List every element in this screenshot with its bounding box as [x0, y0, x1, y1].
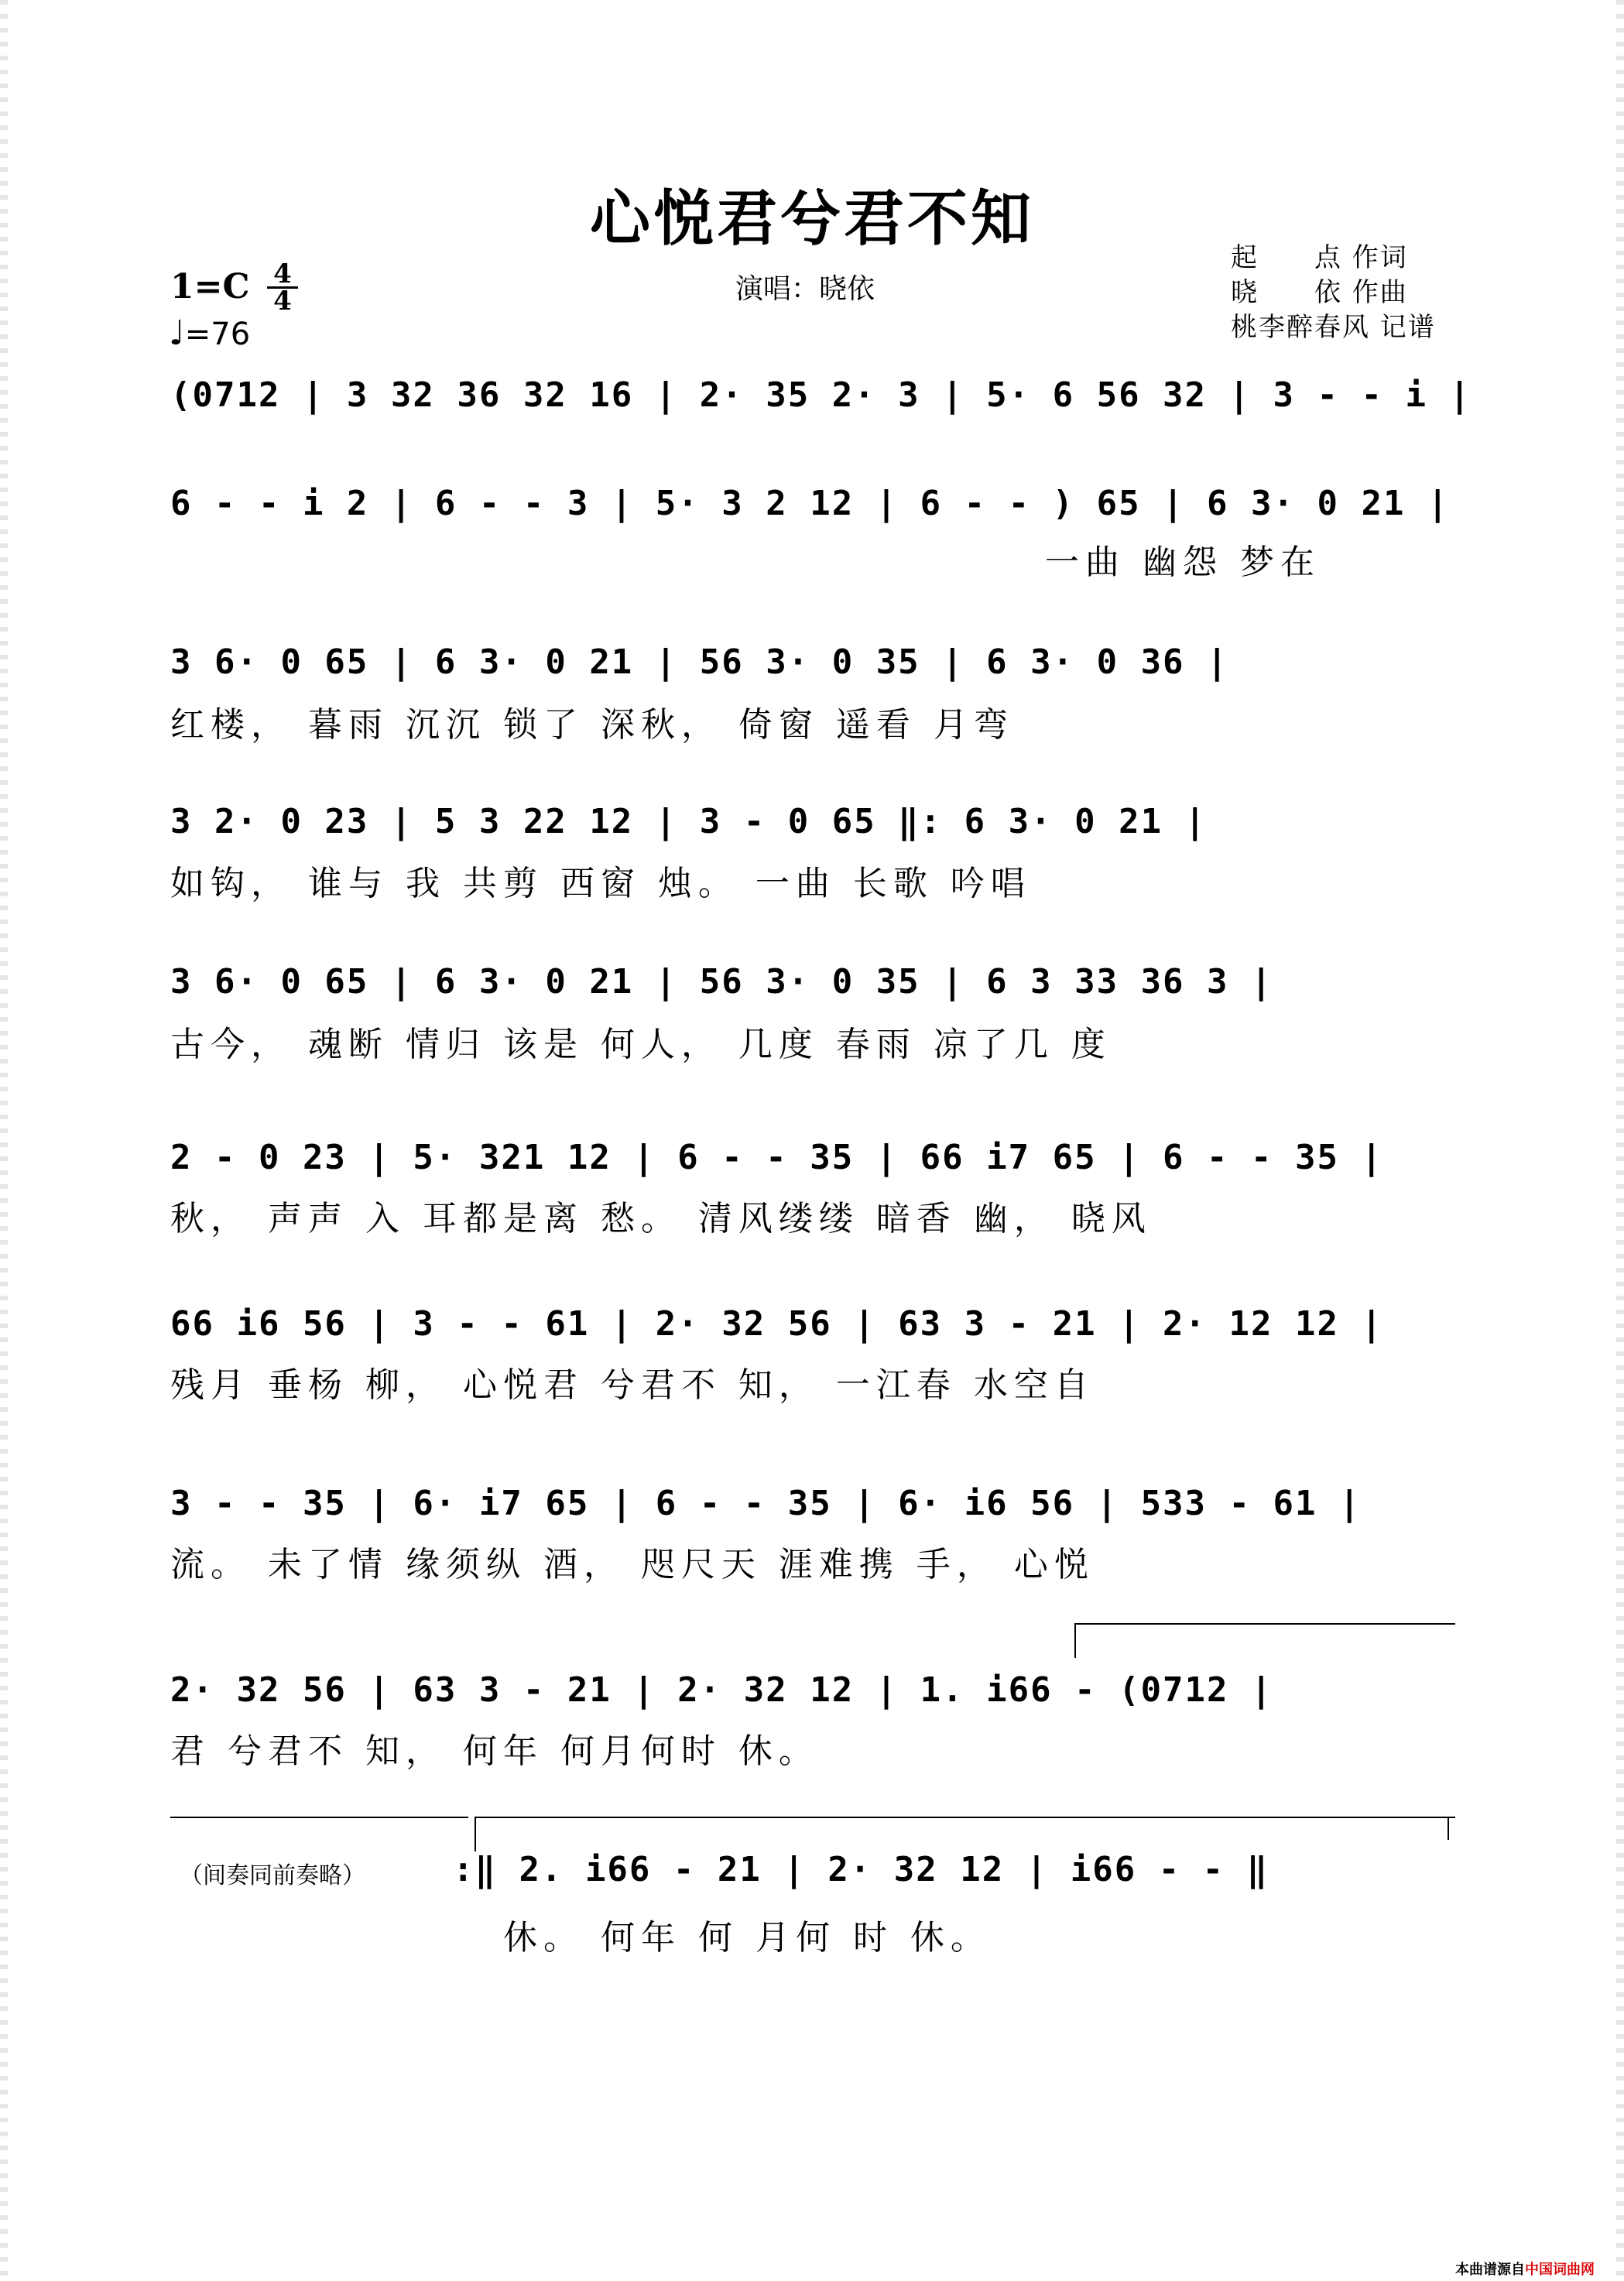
song-title: 心悦君兮君不知 — [589, 183, 1034, 254]
time-signature-denominator: 4 — [273, 286, 292, 317]
system-9-notes: 2· 32 56 | 63 3 - 21 | 2· 32 12 | 1. i66 - (0712 | — [170, 1670, 1273, 1710]
tempo-value: =76 — [184, 317, 251, 352]
system-7-lyrics: 残月 垂杨 柳， 心悦君 兮君不 知， 一江春 水空自 — [170, 1365, 1095, 1405]
system-10-lyrics: 休。 何年 何 月何 时 休。 — [503, 1918, 991, 1957]
first-ending-bracket-left — [1074, 1623, 1076, 1658]
left-margin-strip — [0, 0, 8, 2281]
system-9-lyrics: 君 兮君不 知， 何年 何月何时 休。 — [170, 1731, 819, 1771]
lyricist-credit: 起 点 作词 — [1231, 242, 1408, 273]
system-2-notes: 6 - - i 2 | 6 - - 3 | 5· 3 2 12 | 6 - - ) 65 | 6 3· 0 21 | — [170, 484, 1450, 523]
system-6-notes: 2 - 0 23 | 5· 321 12 | 6 - - 35 | 66 i7 65 | 6 - - 35 | — [170, 1138, 1383, 1177]
composer-credit: 晓 依 作曲 — [1231, 277, 1408, 308]
quarter-note-icon: ♩ — [169, 313, 185, 353]
system-10-notes: :‖ 2. i66 - 21 | 2· 32 12 | i66 - - ‖ — [453, 1850, 1269, 1889]
system-6-lyrics: 秋， 声声 入 耳都是离 愁。 清风缕缕 暗香 幽， 晓风 — [170, 1199, 1152, 1238]
system-4-lyrics: 如钩， 谁与 我 共剪 西窗 烛。 一曲 长歌 吟唱 — [170, 864, 1031, 903]
system-4-notes: 3 2· 0 23 | 5 3 22 12 | 3 - 0 65 ‖: 6 3· 0 21 | — [170, 802, 1208, 841]
system-5-notes: 3 6· 0 65 | 6 3· 0 21 | 56 3· 0 35 | 6 3 33 36 3 | — [170, 962, 1273, 1002]
time-signature-numerator: 4 — [267, 262, 298, 289]
system-2-lyrics: 一曲 幽怨 梦在 — [1045, 543, 1321, 582]
time-signature — [267, 259, 298, 317]
system-8-notes: 3 - - 35 | 6· i7 65 | 6 - - 35 | 6· i6 56 | 533 - 61 | — [170, 1484, 1362, 1523]
system-3-notes: 3 6· 0 65 | 6 3· 0 21 | 56 3· 0 35 | 6 3· 0 36 | — [170, 642, 1229, 682]
source-site: 中国词曲网 — [1525, 2262, 1595, 2278]
tempo-marking — [169, 313, 250, 353]
first-ending-bracket — [1074, 1623, 1455, 1625]
source-label: 本曲谱源自 — [1455, 2262, 1525, 2278]
interlude-note: （间奏同前奏略） — [180, 1862, 365, 1889]
second-ending-bracket-left — [475, 1817, 476, 1851]
source-credit — [1455, 2259, 1595, 2279]
section-divider — [170, 1817, 468, 1818]
right-margin-strip — [1616, 0, 1624, 2281]
system-1-notes: (0712 | 3 32 36 32 16 | 2· 35 2· 3 | 5· 6 56 32 | 3 - - i | — [170, 375, 1472, 415]
second-ending-bracket — [475, 1817, 1455, 1818]
system-8-lyrics: 流。 未了情 缘须纵 酒， 咫尺天 涯难携 手， 心悦 — [170, 1545, 1095, 1584]
transcriber-credit: 桃李醉春风 记谱 — [1231, 312, 1436, 343]
singer: 演唱：晓依 — [735, 273, 875, 305]
key-signature: 1=C — [170, 267, 250, 307]
system-5-lyrics: 古今， 魂断 情归 该是 何人， 几度 春雨 凉了几 度 — [170, 1025, 1112, 1064]
second-ending-bracket-right — [1448, 1817, 1449, 1840]
system-3-lyrics: 红楼， 暮雨 沉沉 锁了 深秋， 倚窗 遥看 月弯 — [170, 705, 1014, 745]
system-7-notes: 66 i6 56 | 3 - - 61 | 2· 32 56 | 63 3 - 21 | 2· 12 12 | — [170, 1304, 1383, 1344]
